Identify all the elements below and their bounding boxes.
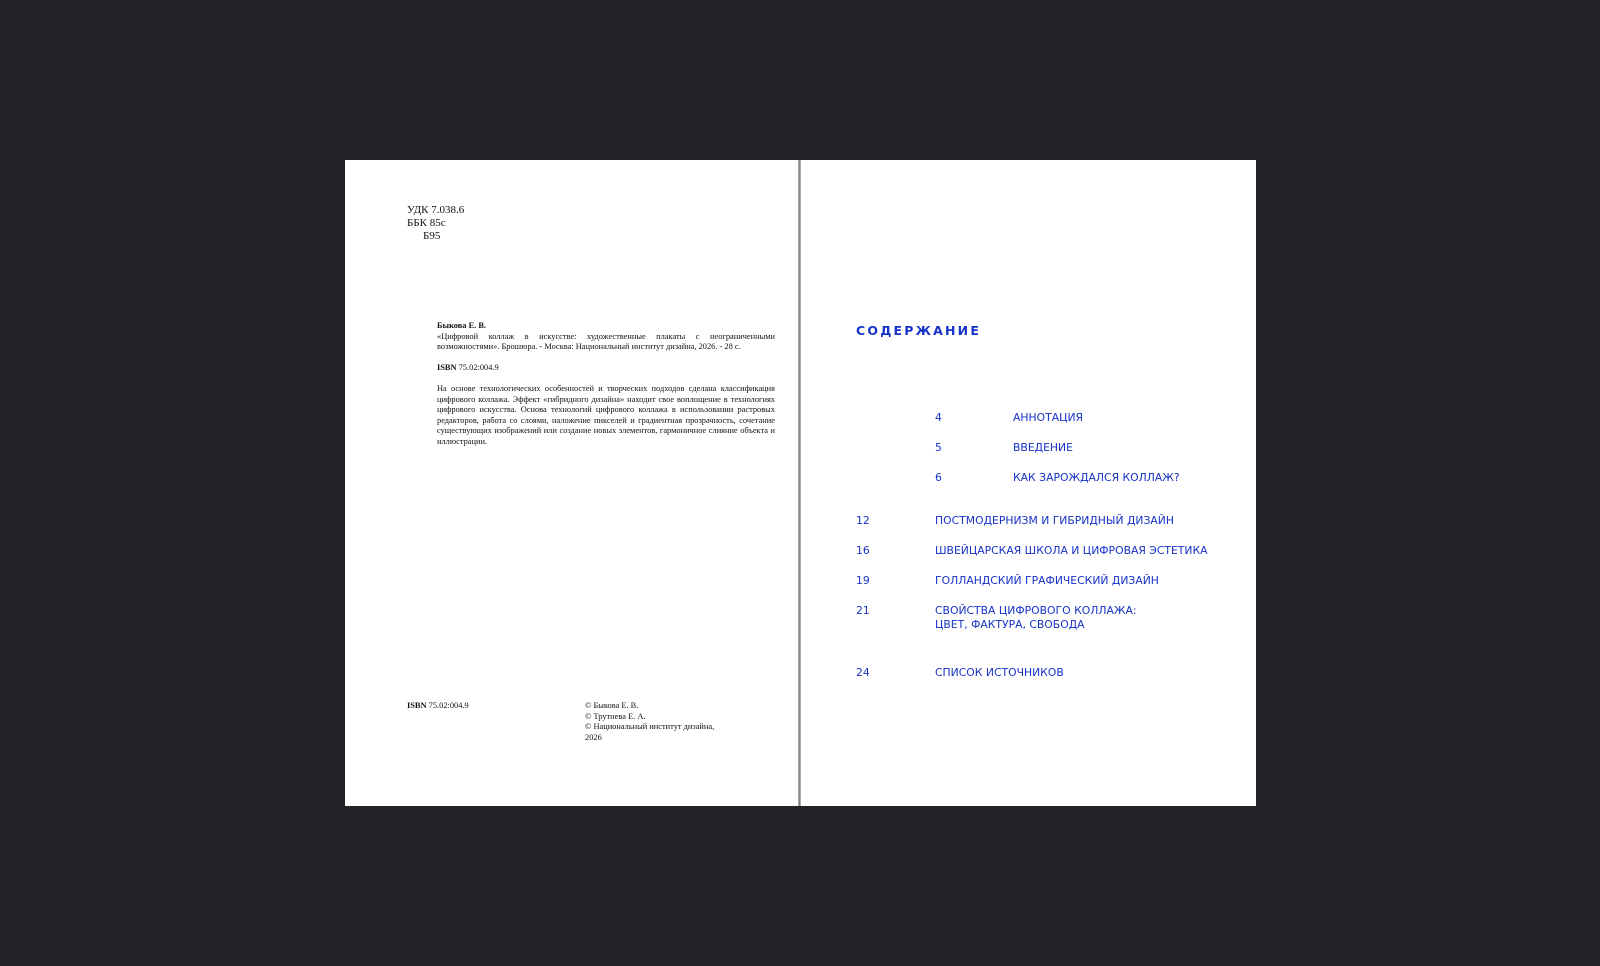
toc-entry-title: ПОСТМОДЕРНИЗМ И ГИБРИДНЫЙ ДИЗАЙН [935, 514, 1174, 527]
toc-entry-title: СПИСОК ИСТОЧНИКОВ [935, 666, 1064, 679]
footer-isbn-label: ISBN [407, 701, 427, 710]
toc-entry-title [935, 604, 1137, 631]
contents-title: СОДЕРЖАНИЕ [856, 323, 982, 338]
record-abstract: На основе технологических особенностей и творческих подходов сделана классификация цифрового коллажа. Эффект «гибридного дизайна» находит свое воплощение в технологиях цифрового искусства. Основа технологий цифрового коллажа в использовании растровых редакторов, работа со слоями, наложение пикселей и градиентная прозрачность, сочетание существующих изображений или создание новых элементов, гармоничное слияние объекта и иллюстрации. [437, 384, 775, 446]
toc-page-number: 16 [856, 544, 870, 557]
toc-page-number: 4 [935, 411, 942, 424]
author-mark: Б95 [423, 230, 441, 242]
toc-page-number: 24 [856, 666, 870, 679]
toc-entry-title: АННОТАЦИЯ [1013, 411, 1084, 424]
toc-entry-title: ШВЕЙЦАРСКАЯ ШКОЛА И ЦИФРОВАЯ ЭСТЕТИКА [935, 544, 1208, 557]
bibliographic-record [437, 321, 775, 447]
toc-title-line: СВОЙСТВА ЦИФРОВОГО КОЛЛАЖА: [935, 604, 1137, 617]
toc-title-line: ЦВЕТ, ФАКТУРА, СВОБОДА [935, 617, 1085, 631]
footer-isbn-value: 75.02:004.9 [426, 701, 469, 710]
record-isbn [437, 363, 775, 374]
classification-codes [407, 204, 464, 243]
copyright-line: © Быкова Е. В. [585, 701, 639, 710]
bbk-code: ББК 85с [407, 217, 446, 229]
toc-page-number: 6 [935, 471, 942, 484]
toc-entry-title: ВВЕДЕНИЕ [1013, 441, 1073, 454]
imprint-page [345, 160, 798, 806]
contents-page [801, 160, 1256, 806]
toc-page-number: 12 [856, 514, 870, 527]
record-author: Быкова Е. В. [437, 321, 487, 330]
footer-isbn [407, 701, 469, 712]
toc-page-number: 21 [856, 604, 870, 617]
toc-page-number: 5 [935, 441, 942, 454]
udk-code: УДК 7.038.6 [407, 204, 465, 216]
copyright-line: © Трутнева Е. А. [585, 711, 646, 721]
copyright-line: 2026 [585, 732, 602, 742]
toc-page-number: 19 [856, 574, 870, 587]
isbn-label: ISBN [437, 362, 457, 372]
record-description: «Цифровой коллаж в искусстве: художественные плакаты с неограниченными возможностями». Брошюра. - Москва: Национальный институт дизайна, 2026. - 28 с. [437, 331, 775, 351]
copyright-block [585, 701, 765, 743]
toc-entry-title: КАК ЗАРОЖДАЛСЯ КОЛЛАЖ? [1013, 471, 1180, 484]
book-spread [345, 160, 1256, 806]
isbn-value: 75.02:004.9 [456, 362, 499, 372]
toc-entry-title: ГОЛЛАНДСКИЙ ГРАФИЧЕСКИЙ ДИЗАЙН [935, 574, 1159, 587]
copyright-line: © Национальный институт дизайна, [585, 722, 715, 731]
